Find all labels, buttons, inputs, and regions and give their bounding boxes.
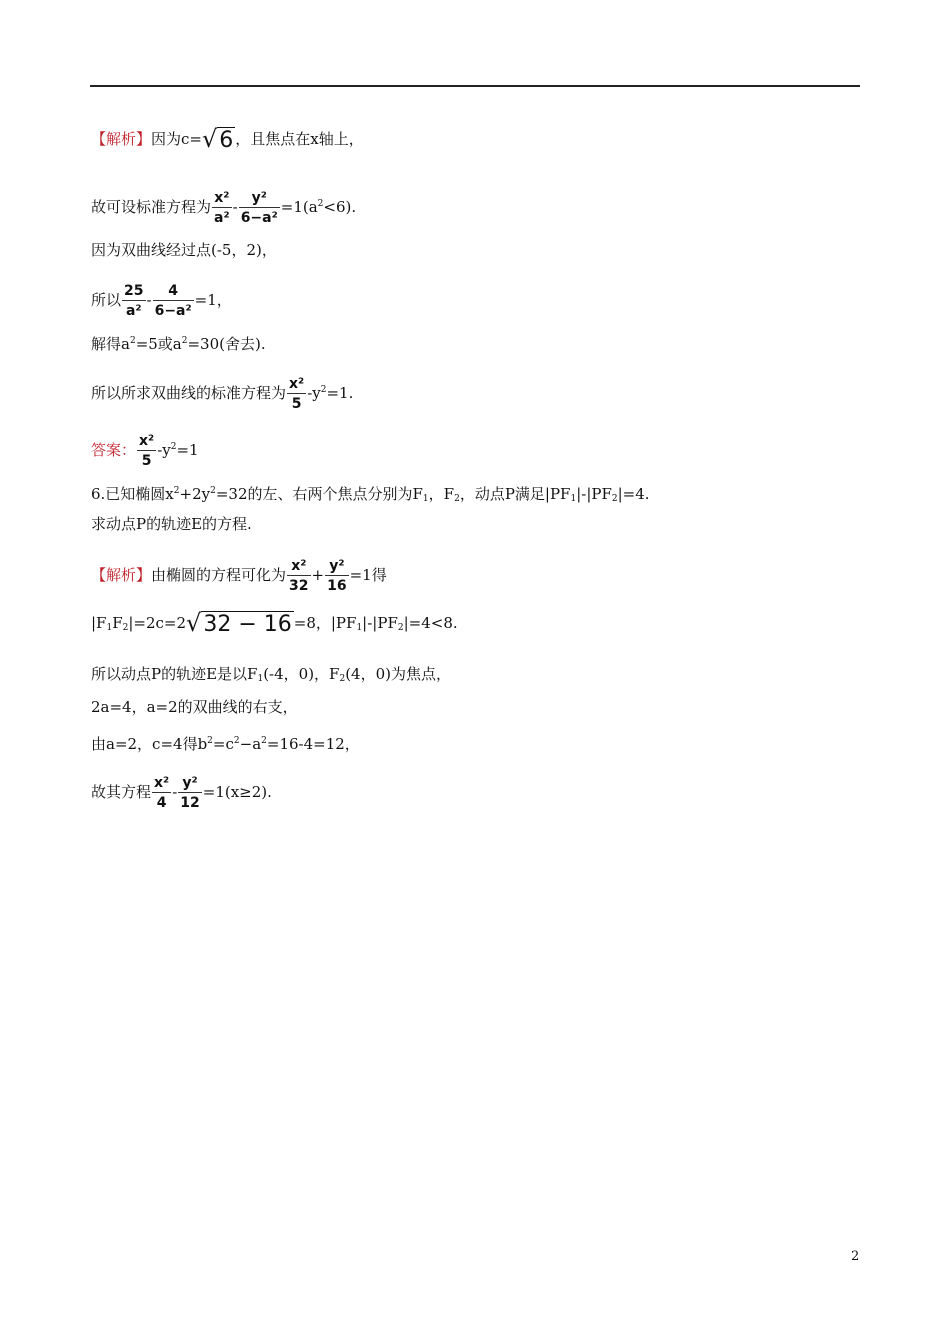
fraction: $\frac{\text{y²}}{12}$ <box>180 775 200 811</box>
fraction: $\frac{\text{x²}}{5}$ <box>139 433 155 469</box>
fraction: $\frac{\text{y²}}{16}$ <box>327 558 347 594</box>
solution1-line1: 【解析】因为c=√6 ，且焦点在x轴上， <box>91 125 364 153</box>
solution1-line2: 故可设标准方程为 $\frac{\text{x²}}{\text{a²}}$ - $\frac{\text{y²}}{\text{6−a²}}$ $=1(a^2<6)$. <box>91 190 357 226</box>
solution2-line6: 故其方程 $\frac{\text{x²}}{4}$ - $\frac{\text{y²}}{12}$ =1(x≥2). <box>91 775 272 811</box>
solution1-line4: 所以 $\frac{25}{\text{a²}}$ - $\frac{4}{\text{6−a²}}$ =1， <box>91 283 232 319</box>
fraction: $\frac{\text{y²}}{\text{6−a²}}$ <box>240 190 278 226</box>
sqrt-6: √6 <box>202 125 234 153</box>
page-number: 2 <box>851 1249 860 1264</box>
analysis-tag: 【解析】 <box>91 566 152 584</box>
problem6-line2: 求动点P的轨迹E的方程. <box>91 515 252 533</box>
solution2-line5: 由a=2，c=4得$b^2=c^2-a^2=16-4=12$， <box>91 735 360 753</box>
fraction: $\frac{25}{\text{a²}}$ <box>124 283 144 319</box>
solution2-line3: 所以动点P的轨迹E是以$F_1(-4$，0)，$F_2(4$，0)为焦点， <box>91 665 451 684</box>
solution2-line2: $|F_1F_2|=2c=2√32 - 16 =8$，$|PF_1|-|PF_2|=4<8$. <box>91 609 458 637</box>
solution2-line4: 2a=4，a=2的双曲线的右支， <box>91 698 298 716</box>
problem6-line1: 6.已知椭圆$x^2+2y^2=32$的左、右两个焦点分别为$F_1$，$F_2$，动点P满足$|PF_1|-|PF_2|=4$. <box>91 485 650 504</box>
header-rule <box>90 85 860 87</box>
solution1-line6: 所以所求双曲线的标准方程为 $\frac{\text{x²}}{5}$ $-y^2=1$. <box>91 376 354 412</box>
analysis-tag: 【解析】 <box>91 130 152 148</box>
fraction: $\frac{4}{\text{6−a²}}$ <box>154 283 192 319</box>
fraction: $\frac{\text{x²}}{5}$ <box>289 376 305 412</box>
fraction: $\frac{\text{x²}}{\text{a²}}$ <box>214 190 230 226</box>
answer-line: 答案： $\frac{\text{x²}}{5}$ $-y^2=1$ <box>91 433 199 469</box>
sqrt-32-minus-16: √32 − 16 <box>186 609 292 637</box>
solution1-line3: 因为双曲线经过点(-5，2)， <box>91 241 277 259</box>
solution1-line5: 解得$a^2=5$或$a^2=30$(舍去). <box>91 335 266 353</box>
solution2-line1: 【解析】由椭圆的方程可化为 $\frac{\text{x²}}{32}$ + $\frac{\text{y²}}{16}$ =1得 <box>91 558 387 594</box>
fraction: $\frac{\text{x²}}{32}$ <box>289 558 309 594</box>
answer-label: 答案： <box>91 441 137 459</box>
fraction: $\frac{\text{x²}}{4}$ <box>154 775 170 811</box>
